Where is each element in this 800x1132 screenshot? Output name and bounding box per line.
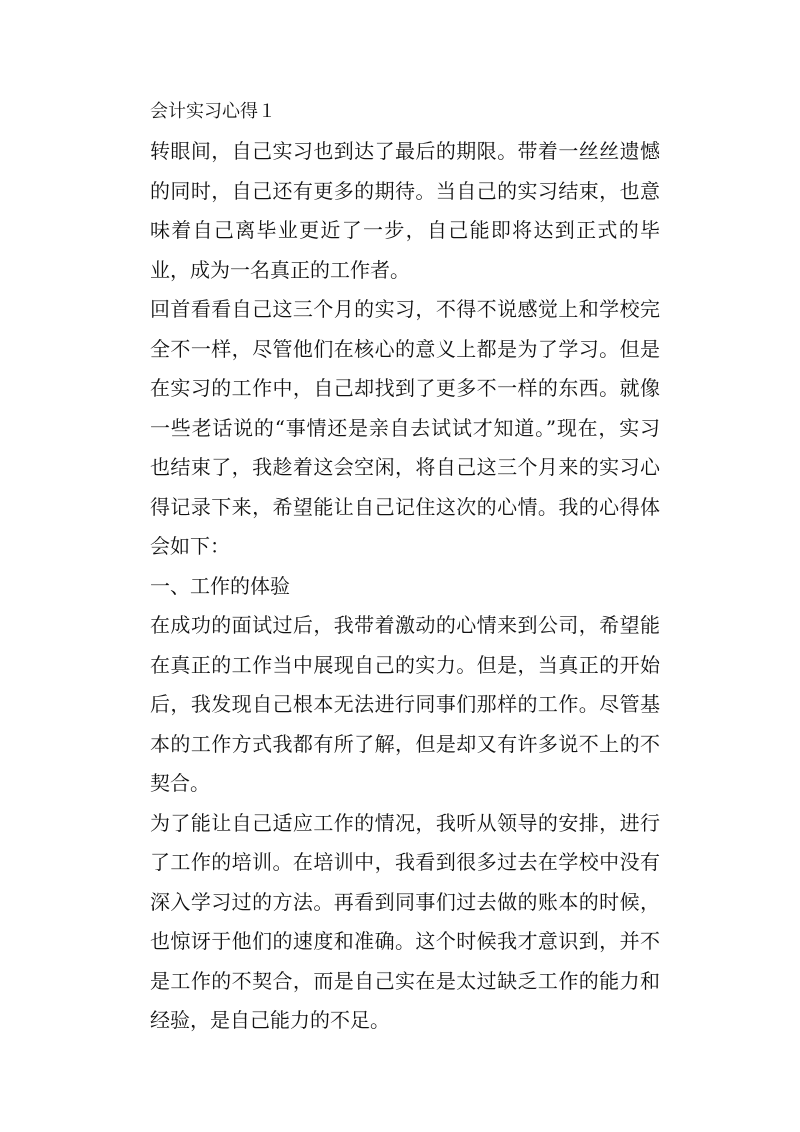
work-experience-paragraph-2: 为了能让自己适应工作的情况，我听从领导的安排，进行了工作的培训。在培训中，我看到很多过去在学校中没有深入学习过的方法。再看到同事们过去做的账本的时候，也惊讶于他们的速度和准确。这个时候我才意识到，并不是工作的不契合，而是自己实在是太过缺乏工作的能力和经验，是自己能力的不足。 — [150, 810, 660, 1032]
work-experience-paragraph-1: 在成功的面试过后，我带着激动的心情来到公司，希望能在真正的工作当中展现自己的实力。但是，当真正的开始后，我发现自己根本无法进行同事们那样的工作。尽管基本的工作方式我都有所了解，但是却又有许多说不上的不契合。 — [150, 613, 660, 795]
section-heading-work-experience: 一、工作的体验 — [150, 573, 290, 598]
intro-paragraph: 转眼间，自己实习也到达了最后的期限。带着一丝丝遗憾的同时，自己还有更多的期待。当自己的实习结束，也意味着自己离毕业更近了一步，自己能即将达到正式的毕业，成为一名真正的工作者。 — [150, 139, 660, 282]
document-title: 会计实习心得１ — [150, 101, 276, 122]
reflection-paragraph: 回首看看自己这三个月的实习，不得不说感觉上和学校完全不一样，尽管他们在核心的意义上都是为了学习。但是在实习的工作中，自己却找到了更多不一样的东西。就像一些老话说的“事情还是亲自去试试才知道。”现在，实习也结束了，我趁着这会空闲，将自己这三个月来的实习心得记录下来，希望能让自己记住这次的心情。我的心得体会如下： — [150, 297, 660, 558]
document-page — [150, 100, 660, 1041]
